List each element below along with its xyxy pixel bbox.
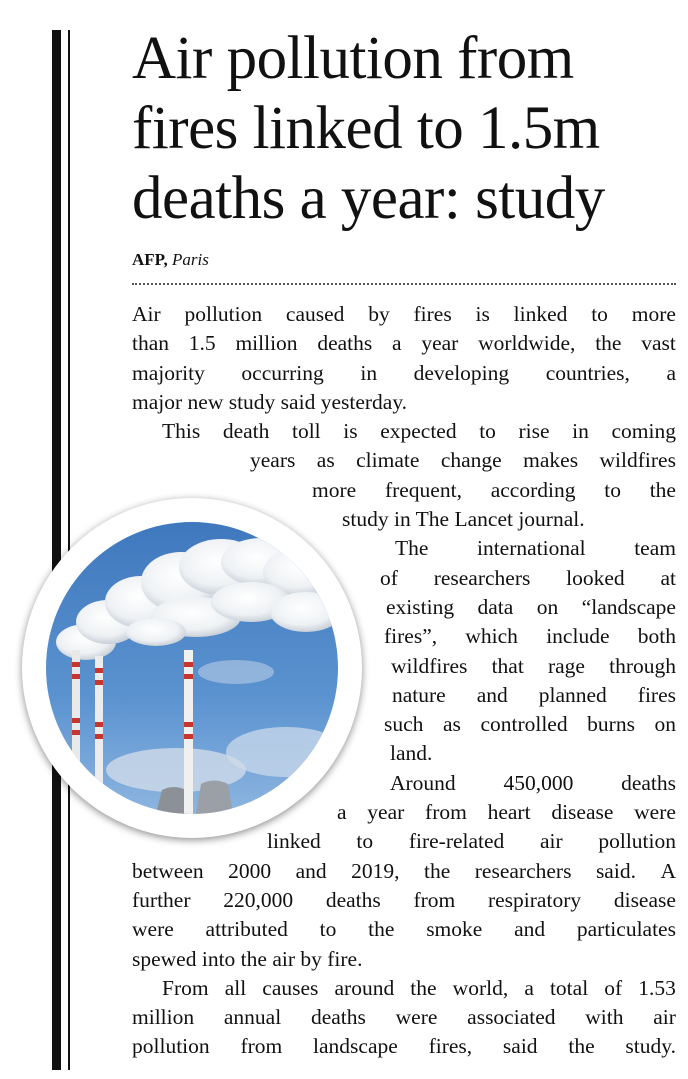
body-word: controlled (480, 712, 568, 737)
body-word: through (609, 653, 676, 678)
body-word: rise (518, 419, 550, 444)
body-word: a (666, 360, 676, 385)
body-word: to (604, 477, 621, 502)
body-word: year (367, 800, 405, 825)
body-word: fire-related (408, 829, 505, 854)
body-word: the (649, 477, 676, 502)
body-word: 1.53 (638, 975, 676, 1000)
body-word: pollution (598, 829, 676, 854)
body-word: on (654, 712, 676, 737)
body-word: team (634, 536, 676, 561)
body-line: study in The Lancet journal. (342, 507, 585, 532)
body-word: and (295, 858, 327, 883)
dotted-divider (132, 283, 676, 285)
byline (132, 250, 209, 270)
body-word: that (491, 653, 524, 678)
body-word: smoke (426, 917, 483, 942)
body-line (132, 857, 676, 886)
body-word: were (395, 1005, 438, 1030)
body-word: planned (538, 682, 607, 707)
body-word: as (316, 448, 335, 473)
body-word: countries, (545, 360, 630, 385)
body-word: fires (637, 682, 676, 707)
body-word: said (502, 1034, 538, 1059)
body-line (132, 915, 676, 944)
body-word: deaths (310, 1005, 366, 1030)
body-line (132, 974, 676, 1003)
body-word: to (319, 917, 337, 942)
body-word: majority (132, 360, 205, 385)
body-word: researchers (474, 858, 572, 883)
body-word: expected (380, 419, 457, 444)
body-word: on (536, 594, 559, 619)
body-word: both (637, 624, 676, 649)
body-word: From (162, 975, 209, 1000)
body-word: existing (386, 594, 455, 619)
headline-line: Air pollution from (132, 25, 574, 92)
body-line (132, 359, 676, 388)
body-word: 1.5 (188, 331, 216, 356)
body-word: to (591, 302, 608, 326)
body-word: include (546, 624, 610, 649)
body-word: years (250, 448, 296, 473)
body-word: with (585, 1005, 624, 1030)
body-word: Around (390, 770, 456, 795)
body-word: caused (285, 302, 345, 326)
body-word: 2019, (351, 858, 400, 883)
body-word: 220,000 (223, 887, 294, 912)
smokestack-illustration (46, 522, 338, 814)
body-word: associated (467, 1005, 556, 1030)
body-word: were (132, 917, 174, 942)
body-word: Air (132, 302, 161, 326)
body-word: toll (291, 419, 321, 444)
body-word: a (392, 331, 402, 356)
body-word: in (572, 419, 589, 444)
byline-location: Paris (172, 250, 209, 269)
body-word: landscape (313, 1034, 398, 1059)
body-word: pollution (184, 302, 263, 326)
body-word: around (334, 975, 395, 1000)
body-line (132, 417, 676, 446)
body-word: respiratory (487, 887, 582, 912)
body-line (132, 446, 676, 475)
body-word: as (442, 712, 461, 737)
body-word: wildfires (391, 653, 468, 678)
body-word: is (343, 419, 358, 444)
body-word: year (421, 331, 459, 356)
body-word: between (132, 858, 204, 883)
body-word: of (604, 975, 623, 1000)
body-word: more (631, 302, 676, 326)
body-word: the (368, 917, 395, 942)
body-word: to (356, 829, 374, 854)
body-word: looked (566, 565, 625, 590)
body-word: million (132, 1005, 195, 1030)
body-word: a (337, 800, 347, 825)
body-word: rage (547, 653, 585, 678)
body-word: than (132, 331, 170, 356)
body-word: study. (625, 1034, 676, 1059)
body-word: were (634, 800, 676, 825)
body-word: the (568, 1034, 595, 1059)
body-word: pollution (132, 1034, 210, 1059)
body-word: said. (595, 858, 636, 883)
body-word: A (660, 858, 676, 883)
body-word: fires”, (384, 624, 438, 649)
body-word: of (380, 565, 398, 590)
column-rule-thick (52, 30, 61, 1070)
body-word: all (224, 975, 247, 1000)
body-word: and (514, 917, 546, 942)
body-word: heart (487, 800, 531, 825)
body-word: international (476, 536, 586, 561)
body-word: is (475, 302, 490, 326)
body-word: worldwide, (478, 331, 576, 356)
body-word: 450,000 (503, 770, 574, 795)
body-word: world, (452, 975, 509, 1000)
body-line (132, 300, 676, 329)
body-word: “landscape (581, 594, 676, 619)
body-word: frequent, (384, 477, 462, 502)
body-word: researchers (433, 565, 531, 590)
body-line: spewed into the air by fire. (132, 946, 363, 971)
body-word: million (235, 331, 298, 356)
body-word: which (465, 624, 518, 649)
body-word: coming (611, 419, 676, 444)
body-word: from (240, 1034, 283, 1059)
body-word: data (477, 594, 514, 619)
body-word: fires (413, 302, 452, 326)
body-word: from (413, 887, 456, 912)
body-line: land. (390, 741, 433, 766)
body-word: a (524, 975, 534, 1000)
body-word: makes (523, 448, 579, 473)
body-word: and (476, 682, 508, 707)
body-word: by (368, 302, 390, 326)
body-word: at (660, 565, 676, 590)
body-word: occurring (241, 360, 324, 385)
body-word: the (424, 858, 451, 883)
body-word: from (425, 800, 467, 825)
body-word: disease (551, 800, 614, 825)
body-word: fires, (428, 1034, 473, 1059)
body-word: air (653, 1005, 676, 1030)
body-word: further (132, 887, 191, 912)
body-word: causes (262, 975, 319, 1000)
body-word: vast (641, 331, 676, 356)
body-word: more (312, 477, 357, 502)
body-word: deaths (317, 331, 373, 356)
body-word: wildfires (599, 448, 676, 473)
headline (132, 24, 672, 234)
body-word: according (490, 477, 576, 502)
body-word: to (479, 419, 496, 444)
body-word: deaths (621, 770, 676, 795)
smokestack-photo (46, 522, 338, 814)
body-word: 2000 (228, 858, 272, 883)
body-word: change (440, 448, 502, 473)
body-word: climate (356, 448, 420, 473)
body-line (132, 1032, 676, 1061)
body-word: developing (413, 360, 510, 385)
body-word: the (410, 975, 437, 1000)
body-word: attributed (205, 917, 288, 942)
body-word: such (384, 712, 424, 737)
headline-line: deaths a year: study (132, 165, 605, 232)
body-word: The (395, 536, 429, 561)
body-word: in (360, 360, 378, 385)
body-word: This (162, 419, 201, 444)
headline-line: fires linked to 1.5m (132, 95, 600, 162)
body-word: air (539, 829, 563, 854)
byline-agency: AFP, (132, 250, 168, 269)
body-word: deaths (325, 887, 381, 912)
body-word: disease (613, 887, 676, 912)
body-line (132, 329, 676, 358)
body-word: linked (513, 302, 568, 326)
body-word: annual (223, 1005, 282, 1030)
body-line (132, 1003, 676, 1032)
body-word: the (595, 331, 622, 356)
body-word: nature (392, 682, 446, 707)
body-word: particulates (576, 917, 676, 942)
body-word: burns (587, 712, 635, 737)
body-word: linked (267, 829, 321, 854)
body-line: major new study said yesterday. (132, 389, 408, 414)
body-word: death (222, 419, 270, 444)
body-word: total (549, 975, 589, 1000)
body-line (132, 886, 676, 915)
